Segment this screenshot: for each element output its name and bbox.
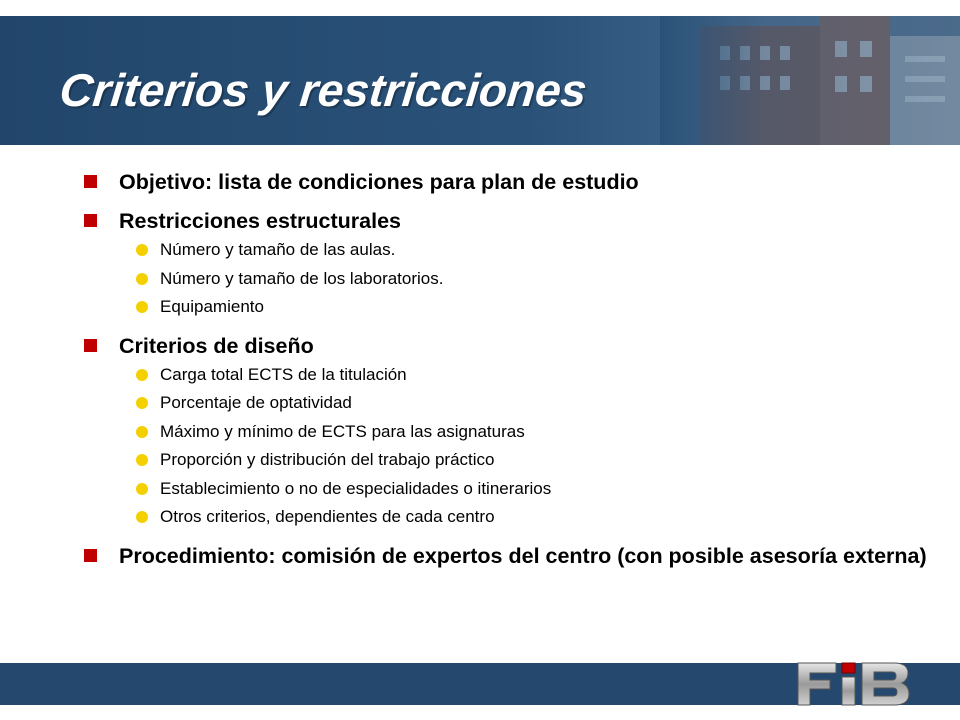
sub-bullet-item bbox=[100, 361, 934, 390]
bullet-item bbox=[84, 207, 934, 236]
sub-bullet-item bbox=[100, 389, 934, 418]
circle-bullet-icon bbox=[136, 397, 148, 409]
square-bullet-icon bbox=[84, 175, 97, 188]
circle-bullet-icon bbox=[136, 301, 148, 313]
sub-bullet-text: Establecimiento o no de especialidades o itinerarios bbox=[160, 478, 552, 498]
circle-bullet-icon bbox=[136, 244, 148, 256]
circle-bullet-icon bbox=[136, 273, 148, 285]
sub-bullet-item bbox=[100, 293, 934, 322]
bullet-item-text: Restricciones estructurales bbox=[119, 209, 402, 233]
sub-bullet-item bbox=[100, 475, 934, 504]
sub-bullet-item bbox=[100, 446, 934, 475]
circle-bullet-icon bbox=[136, 483, 148, 495]
building-photo bbox=[660, 16, 960, 145]
bullet-item bbox=[84, 542, 934, 571]
sub-bullet-item bbox=[100, 236, 934, 265]
sub-bullet-text: Máximo y mínimo de ECTS para las asignaturas bbox=[160, 421, 525, 441]
header-band bbox=[0, 16, 960, 145]
sub-bullet-text: Equipamiento bbox=[160, 297, 264, 316]
fib-logo bbox=[796, 661, 912, 707]
square-bullet-icon bbox=[84, 549, 97, 562]
circle-bullet-icon bbox=[136, 511, 148, 523]
bullet-item bbox=[84, 332, 934, 361]
square-bullet-icon bbox=[84, 339, 97, 352]
sub-bullet-text: Número y tamaño de las aulas. bbox=[160, 240, 396, 259]
sub-bullet-text: Número y tamaño de los laboratorios. bbox=[160, 268, 444, 288]
slide-content bbox=[84, 168, 934, 581]
square-bullet-icon bbox=[84, 214, 97, 227]
sub-bullet-text: Carga total ECTS de la titulación bbox=[160, 364, 407, 384]
sub-bullet-item bbox=[100, 503, 934, 532]
circle-bullet-icon bbox=[136, 426, 148, 438]
sub-bullet-item bbox=[100, 265, 934, 294]
bullet-item-text: Criterios de diseño bbox=[119, 333, 314, 358]
bullet-item-text: Procedimiento: comisión de expertos del centro (con posible asesoría externa) bbox=[119, 543, 927, 568]
circle-bullet-icon bbox=[136, 369, 148, 381]
sub-bullet-text: Proporción y distribución del trabajo práctico bbox=[160, 450, 495, 469]
sub-bullet-list bbox=[100, 361, 934, 532]
bullet-item-text: Objetivo: lista de condiciones para plan de estudio bbox=[119, 170, 639, 194]
sub-bullet-item bbox=[100, 418, 934, 447]
circle-bullet-icon bbox=[136, 454, 148, 466]
sub-bullet-text: Otros criterios, dependientes de cada centro bbox=[160, 507, 495, 526]
sub-bullet-list bbox=[100, 236, 934, 322]
bullet-item bbox=[84, 168, 934, 197]
slide-title: Criterios y restricciones bbox=[57, 64, 590, 116]
sub-bullet-text: Porcentaje de optatividad bbox=[160, 393, 352, 412]
